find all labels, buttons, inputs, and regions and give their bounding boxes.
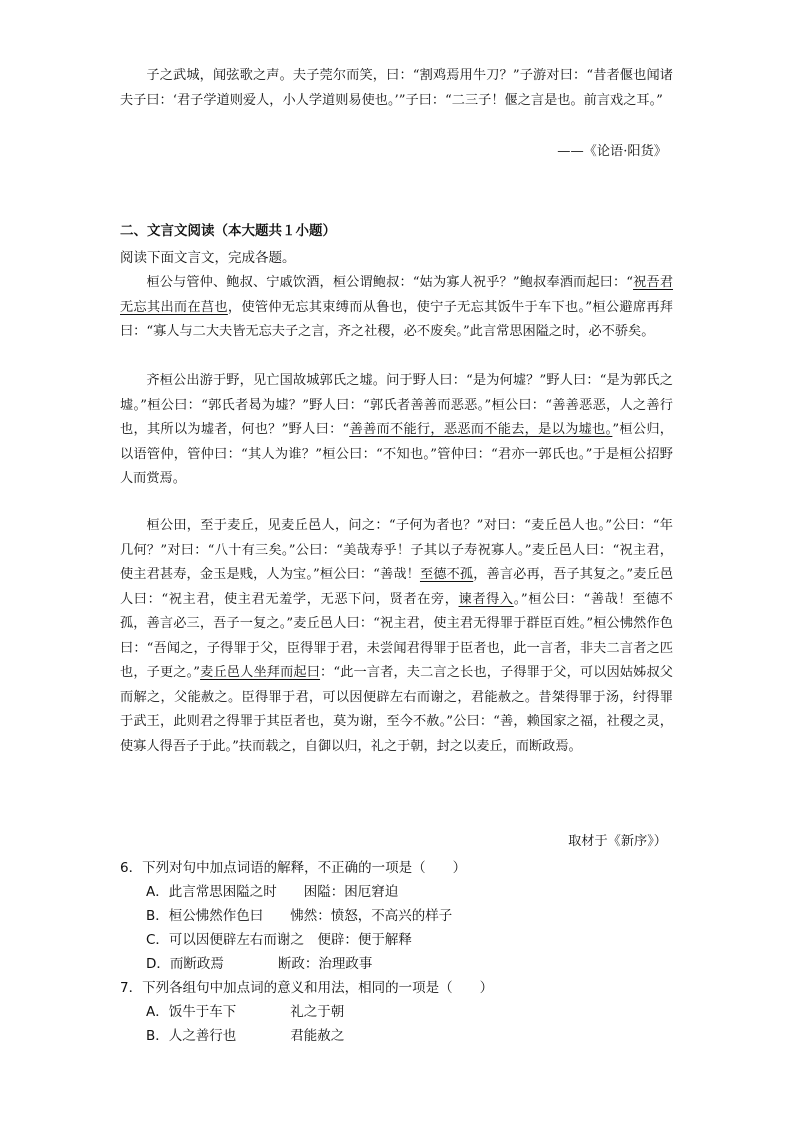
question-6-stem: 6．下列对句中加点词语的解释，不正确的一项是（ ） xyxy=(120,860,467,876)
question-6-option-c: C．可以因便辟左右而谢之 便辟：便于解释 xyxy=(146,932,412,948)
question-7-option-b: B．人之善行也 君能赦之 xyxy=(146,1028,345,1044)
quote-paragraph: 子之武城，闻弦歌之声。夫子莞尔而笑，曰：“割鸡焉用牛刀？”子游对曰：“昔者偃也闻诸夫子曰：‘君子学道则爱人，小人学道则易使也。’”子曰：“二三子！偃之言是也。前言戏之耳。” xyxy=(120,68,673,108)
underlined-sentence: 善善而不能行，恶恶而不能去，是以为墟也。 xyxy=(349,422,613,437)
underlined-phrase: 谏者得入 xyxy=(458,591,514,607)
underlined-phrase: 至德不孤 xyxy=(419,567,474,582)
passage-paragraph-2: 齐桓公出游于野，见亡国故城郭氏之墟。问于野人曰：“是为何墟？”野人曰：“是为郭氏之墟。”桓公曰：“郭氏者曷为墟？”野人曰：“郭氏者善善而恶恶。”桓公曰：“善善恶恶，人之善行也，其所以为墟者，何也？”野人曰：“善善而不能行，恶恶而不能去，是以为墟也。”桓公归，以语管仲，管仲曰：“其人为谁？”桓公曰：“不知也。”管仲曰：“君亦一郭氏也。”于是桓公招野人而赏焉。 xyxy=(120,373,673,486)
passage-paragraph-3: 桓公田，至于麦丘，见麦丘邑人，问之：“子何为者也？”对曰：“麦丘邑人也。”公曰：“年几何？”对曰：“八十有三矣。”公曰：“美哉寿乎！子其以子寿祝寡人。”麦丘邑人曰：“祝主君，使主君甚寿，金玉是贱，人为宝。”桓公曰：“善哉！至德不孤，善言必再，吾子其复之。”麦丘邑人曰：“祝主君，使主君无羞学，无恶下问，贤者在旁，谏者得入。”桓公曰：“善哉！至德不孤，善言必三，吾子一复之。”麦丘邑人曰：“祝主君，使主君无得罪于群臣百姓。”桓公怫然作色曰：“吾闻之，子得罪于父，臣得罪于君，未尝闻君得罪于臣者也，此一言者，非夫二言者之匹也，子更之。”麦丘邑人坐拜而起曰：“此一言者，夫二言之长也，子得罪于父，可以因姑姊叔父而解之，父能赦之。臣得罪于君，可以因便辟左右而谢之，君能赦之。昔桀得罪于汤，纣得罪于武王，此则君之得罪于其臣者也，莫为谢，至今不赦。”公曰：“善，赖国家之福，社稷之灵，使寡人得吾子于此。”扶而载之，自御以归，礼之于朝，封之以麦丘，而断政焉。 xyxy=(120,518,674,754)
section-title: 二、文言文阅读（本大题共１小题） xyxy=(120,223,336,239)
passage-source: 取材于《新序》） xyxy=(568,834,667,849)
question-6-option-d: D．而断政焉 断政：治理政事 xyxy=(146,956,373,972)
question-6-option-b: B．桓公怫然作色曰 怫然：愤怒，不高兴的样子 xyxy=(146,908,453,924)
quote-source: ——《论语·阳货》 xyxy=(557,144,667,159)
question-6-option-a: A．此言常思困隘之时 困隘：困厄窘迫 xyxy=(146,884,399,900)
question-7-option-a: A．饭牛于车下 礼之于朝 xyxy=(146,1004,345,1020)
underlined-sentence: 祝吾君无忘其出而在莒也 xyxy=(120,275,674,315)
question-7-stem: 7．下列各组句中加点词的意义和用法，相同的一项是（ ） xyxy=(120,980,494,996)
section-intro: 阅读下面文言文，完成各题。 xyxy=(120,250,296,266)
underlined-phrase: 麦丘邑人坐拜而起曰 xyxy=(200,665,321,680)
passage-paragraph-1: 桓公与管仲、鲍叔、宁戚饮酒，桓公谓鲍叔：“姑为寡人祝乎？”鲍叔奉酒而起曰：“祝吾君无忘其出而在莒也，使管仲无忘其束缚而从鲁也，使宁子无忘其饭牛于车下也。”桓公避席再拜曰：“寡人与二大夫皆无忘夫子之言，齐之社稷，必不废矣。”此言常思困隘之时，必不骄矣。 xyxy=(120,275,674,339)
